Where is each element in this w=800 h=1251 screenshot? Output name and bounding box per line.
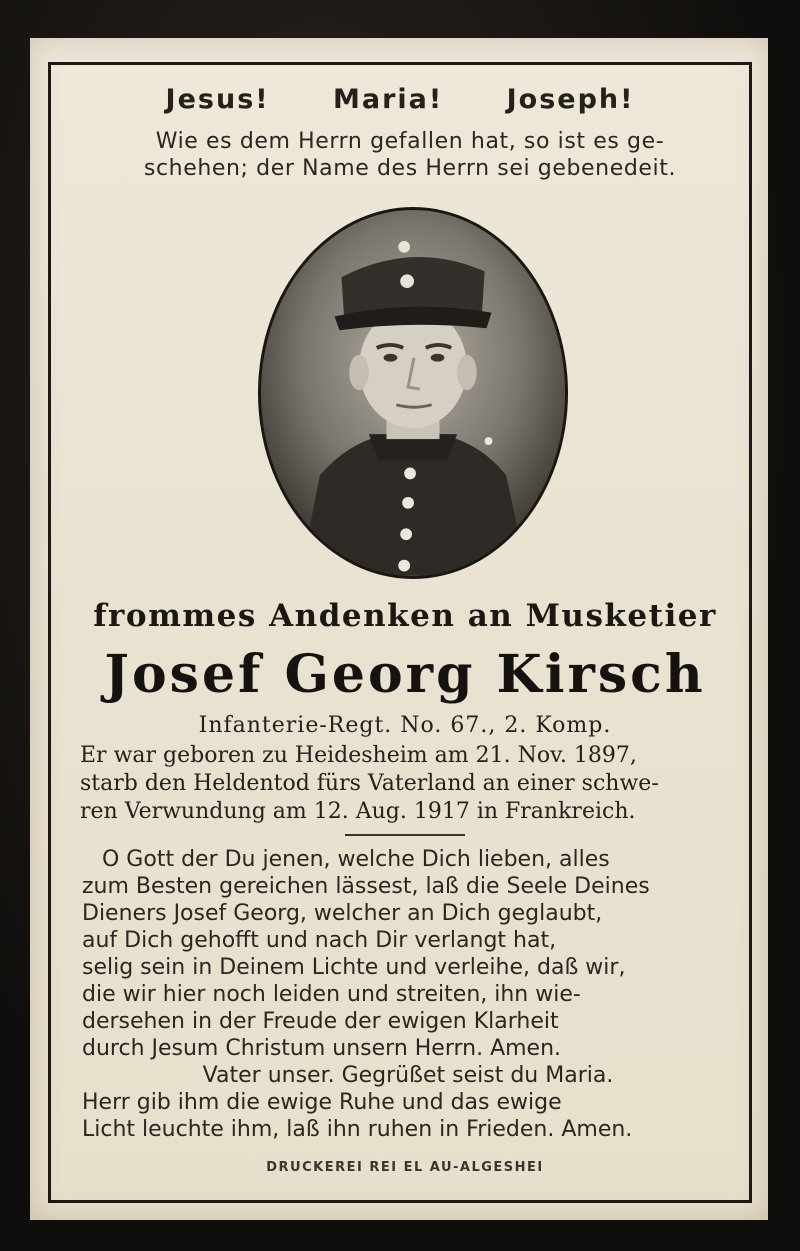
portrait-image (261, 210, 565, 576)
prayer-line: zum Besten gereichen lässest, laß die Seele Deines (82, 874, 650, 899)
header-word-jesus: Jesus! (165, 84, 270, 115)
prayer-text (82, 846, 734, 1143)
header-word-maria: Maria! (333, 84, 444, 115)
deceased-name: Josef Georg Kirsch (104, 644, 706, 705)
bio-line: ren Verwundung am 12. Aug. 1917 in Frankreich. (80, 799, 636, 824)
bio-line: Er war geboren zu Heidesheim am 21. Nov. 1897, (80, 743, 637, 768)
intro-line: schehen; der Name des Herrn sei gebenedeit. (143, 156, 677, 181)
prayer-line: Licht leuchte ihm, laß ihn ruhen in Frieden. Amen. (82, 1117, 633, 1142)
prayer-line: O Gott der Du jenen, welche Dich lieben, alles (102, 847, 610, 872)
prayer-line: Vater unser. Gegrüßet seist du Maria. (202, 1063, 614, 1088)
bio-line: starb den Heldentod fürs Vaterland an einer schwe- (80, 771, 659, 796)
prayer-line: Dieners Josef Georg, welcher an Dich geglaubt, (82, 901, 603, 926)
prayer-line: auf Dich gehofft und nach Dir verlangt hat, (82, 928, 557, 953)
prayer-line: selig sein in Deinem Lichte und verleihe, daß wir, (82, 955, 626, 980)
soldier-portrait-photo (258, 207, 568, 579)
memorial-heading: frommes Andenken an Musketier (93, 598, 717, 634)
intro-line: Wie es dem Herrn gefallen hat, so ist es ge- (155, 129, 665, 154)
regiment-line: Infanterie-Regt. No. 67., 2. Komp. (198, 713, 612, 738)
prayer-line: die wir hier noch leiden und streiten, ihn wie- (82, 982, 581, 1007)
prayer-line: Herr gib ihm die ewige Ruhe und das ewige (82, 1090, 562, 1115)
intro-verse (90, 128, 730, 182)
prayer-line: durch Jesum Christum unsern Herrn. Amen. (82, 1036, 562, 1061)
section-divider (345, 834, 465, 836)
prayer-line: dersehen in der Freude der ewigen Klarheit (82, 1009, 559, 1034)
header-word-joseph: Joseph! (506, 84, 635, 115)
header-invocation (70, 84, 730, 115)
printer-imprint: DRUCKEREI REI EL AU-ALGESHEI (266, 1160, 544, 1175)
biography-text (80, 742, 732, 826)
